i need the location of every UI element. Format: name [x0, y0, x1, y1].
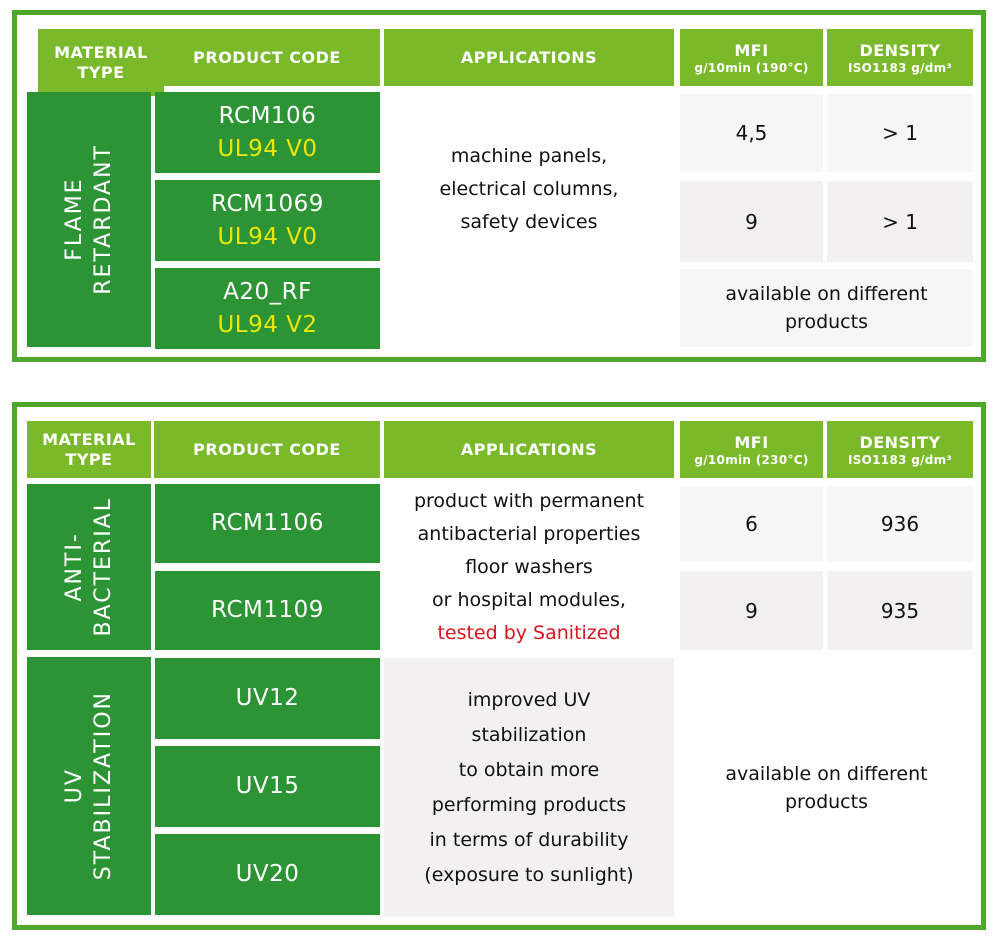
flame-retardant-table [12, 10, 986, 362]
applications-line: or hospital modules, [432, 588, 626, 611]
product-code: UV15 [235, 773, 300, 799]
applications-line: safety devices [460, 211, 598, 233]
product-code: UV12 [235, 685, 300, 711]
header-material-type-line1: MATERIAL [54, 42, 148, 62]
material-type-antibacterial [27, 484, 151, 650]
applications-line: floor washers [465, 555, 593, 578]
availability-note [680, 269, 973, 347]
product-code-cell [155, 484, 380, 563]
density-value [827, 181, 973, 262]
header-density-label: DENSITY [859, 432, 941, 452]
availability-line: available on different [725, 762, 928, 785]
material-type-line1: ANTI- [62, 532, 87, 602]
header-product-code-label: PRODUCT CODE [193, 439, 341, 459]
flame-rating: UL94 V0 [217, 135, 318, 162]
header-product-code [154, 421, 380, 478]
header-material-type [27, 421, 151, 478]
product-code: RCM1106 [211, 510, 324, 536]
header-density-unit: ISO1183 g/dm³ [847, 60, 953, 75]
applications-cell [384, 484, 674, 650]
header-density [827, 421, 973, 478]
applications-line: product with permanent [413, 489, 645, 512]
density-value [827, 94, 973, 172]
product-code: UV20 [235, 861, 300, 887]
flame-rating: UL94 V2 [217, 311, 318, 338]
mfi-value [680, 571, 823, 650]
product-code: A20_RF [223, 278, 312, 305]
applications-line: performing products [431, 793, 627, 816]
header-mfi-unit: g/10min (190°C) [694, 60, 809, 75]
header-applications [384, 29, 674, 86]
density-value [827, 486, 973, 562]
material-type-line2: RETARDANT [91, 144, 116, 295]
header-material-type-line2: TYPE [77, 62, 125, 82]
applications-line: stabilization [471, 723, 587, 746]
material-type-label [60, 144, 118, 295]
material-type-label [60, 497, 118, 637]
mfi-text: 4,5 [735, 121, 768, 145]
header-mfi-unit: g/10min (230°C) [694, 452, 809, 467]
product-code: RCM1109 [211, 597, 324, 623]
applications-cell [384, 92, 674, 347]
density-text: 936 [880, 512, 920, 536]
availability-line: available on different [725, 283, 928, 305]
product-code-cell [155, 746, 380, 827]
product-code: RCM106 [218, 102, 317, 129]
header-applications-label: APPLICATIONS [460, 47, 598, 67]
header-mfi [680, 421, 823, 478]
product-code-cell [155, 268, 380, 349]
header-density-unit: ISO1183 g/dm³ [847, 452, 953, 467]
header-material-type-line2: TYPE [65, 449, 113, 469]
applications-line: in terms of durability [429, 828, 629, 851]
density-text: > 1 [882, 121, 918, 145]
product-code: RCM1069 [211, 190, 324, 217]
header-material-type [38, 29, 164, 96]
applications-line: (exposure to sunlight) [424, 863, 634, 886]
material-type-line1: UV [62, 768, 87, 804]
applications-line: antibacterial properties [417, 522, 641, 545]
applications-line: machine panels, [450, 145, 608, 167]
additives-table [12, 402, 986, 930]
header-product-code-label: PRODUCT CODE [193, 47, 341, 67]
header-density [827, 29, 973, 86]
mfi-value [680, 94, 823, 172]
applications-line: to obtain more [458, 758, 600, 781]
mfi-value [680, 181, 823, 262]
density-text: > 1 [882, 209, 918, 234]
header-material-type-line1: MATERIAL [42, 429, 136, 449]
product-code-cell [155, 92, 380, 173]
product-code-cell [155, 571, 380, 650]
mfi-text: 9 [745, 209, 758, 234]
availability-line: products [785, 311, 868, 333]
tested-by-note: tested by Sanitized [437, 621, 621, 644]
product-code-cell [155, 834, 380, 915]
applications-line: improved UV [467, 688, 591, 711]
availability-note [680, 658, 973, 917]
mfi-value [680, 486, 823, 562]
material-type-uv-stabilization [27, 657, 151, 915]
material-type-line1: FLAME [62, 177, 87, 262]
header-applications-label: APPLICATIONS [460, 439, 598, 459]
header-applications [384, 421, 674, 478]
mfi-text: 6 [745, 512, 758, 536]
header-density-label: DENSITY [859, 40, 941, 60]
material-type-line2: STABILIZATION [91, 691, 116, 881]
material-type-flame-retardant [27, 92, 151, 347]
density-value [827, 571, 973, 650]
header-mfi-label: MFI [734, 40, 769, 60]
product-code-cell [155, 180, 380, 261]
material-type-line2: BACTERIAL [91, 497, 116, 637]
flame-rating: UL94 V0 [217, 223, 318, 250]
header-product-code [154, 29, 380, 86]
header-mfi-label: MFI [734, 432, 769, 452]
applications-text [440, 140, 619, 239]
material-type-label [60, 691, 118, 880]
availability-line: products [785, 790, 868, 813]
density-text: 935 [880, 598, 920, 623]
applications-cell [384, 658, 674, 917]
mfi-text: 9 [745, 598, 758, 623]
header-mfi [680, 29, 823, 86]
applications-line: electrical columns, [439, 178, 619, 200]
product-code-cell [155, 658, 380, 739]
